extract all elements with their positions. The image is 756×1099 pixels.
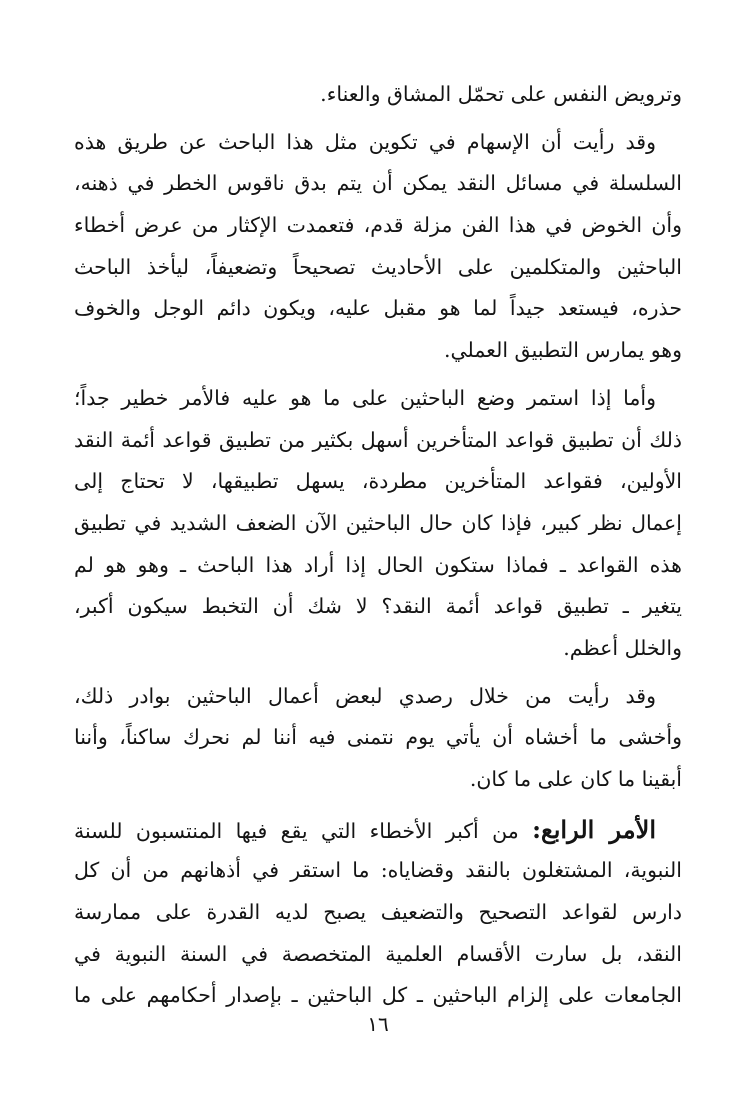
text-line: الباحثين والمتكلمين على الأحاديث تصحيحاً وتضعيفاً، ليأخذ الباحث — [74, 254, 682, 279]
text-line: إعمال نظر كبير، فإذا كان حال الباحثين الآن الضعف الشديد في تطبيق — [74, 510, 682, 535]
text-line: وأن الخوض في هذا الفن مزلة قدم، فتعمدت الإكثار من عرض أخطاء — [74, 213, 682, 238]
text-line: وقد رأيت من خلال رصدي لبعض أعمال الباحثين بوادر ذلك، — [74, 683, 656, 708]
page-number: ١٦ — [367, 1012, 389, 1036]
paragraph — [74, 676, 682, 801]
text-line: أبقينا ما كان على ما كان. — [469, 767, 682, 791]
text-line: وقد رأيت أن الإسهام في تكوين مثل هذا الباحث عن طريق هذه — [74, 129, 656, 154]
text-line: السلسلة في مسائل النقد يمكن أن يتم بدق ناقوس الخطر في ذهنه، — [74, 171, 682, 196]
text-line: حذره، فيستعد جيداً لما هو مقبل عليه، ويكون دائم الوجل والخوف — [74, 296, 682, 321]
text-line: وترويض النفس على تحمّل المشاق والعناء. — [320, 82, 682, 106]
paragraph — [74, 122, 682, 372]
text-line: الأولين، فقواعد المتأخرين مطردة، يسهل تطبيقها، لا تحتاج إلى — [74, 469, 682, 494]
text-line: وأخشى ما أخشاه أن يأتي يوم نتمنى فيه أننا لم نحرك ساكناً، وأننا — [74, 725, 682, 750]
text-line — [74, 809, 682, 851]
body-text — [74, 74, 682, 1017]
heading-continuation: من أكبر الأخطاء التي يقع فيها المنتسبون للسنة — [74, 818, 519, 843]
paragraph — [74, 74, 682, 116]
text-line: يتغير ـ تطبيق قواعد أئمة النقد؟ لا شك أن التخبط سيكون أكبر، — [74, 594, 682, 619]
text-line: النبوية، المشتغلون بالنقد وقضاياه: ما استقر في أذهانهم من أن كل — [74, 858, 682, 883]
text-line: هذه القواعد ـ فماذا ستكون الحال إذا أراد هذا الباحث ـ وهو هو لم — [74, 552, 682, 577]
text-line: النقد، بل سارت الأقسام العلمية المتخصصة في السنة النبوية في — [74, 941, 682, 966]
section-heading: الأمر الرابع: — [532, 814, 656, 844]
text-line: وأما إذا استمر وضع الباحثين على ما هو عليه فالأمر خطير جداً؛ — [74, 385, 656, 410]
paragraph — [74, 809, 682, 1017]
text-line: والخلل أعظم. — [563, 635, 682, 660]
text-line: دارس لقواعد التصحيح والتضعيف يصبح لديه القدرة على ممارسة — [74, 900, 682, 925]
text-line: ذلك أن تطبيق قواعد المتأخرين أسهل بكثير من تطبيق قواعد أئمة النقد — [74, 427, 682, 452]
paragraph — [74, 378, 682, 670]
text-line: الجامعات على إلزام الباحثين ـ كل الباحثين ـ بإصدار أحكامهم على ما — [74, 983, 682, 1008]
text-line: وهو يمارس التطبيق العملي. — [443, 338, 682, 363]
